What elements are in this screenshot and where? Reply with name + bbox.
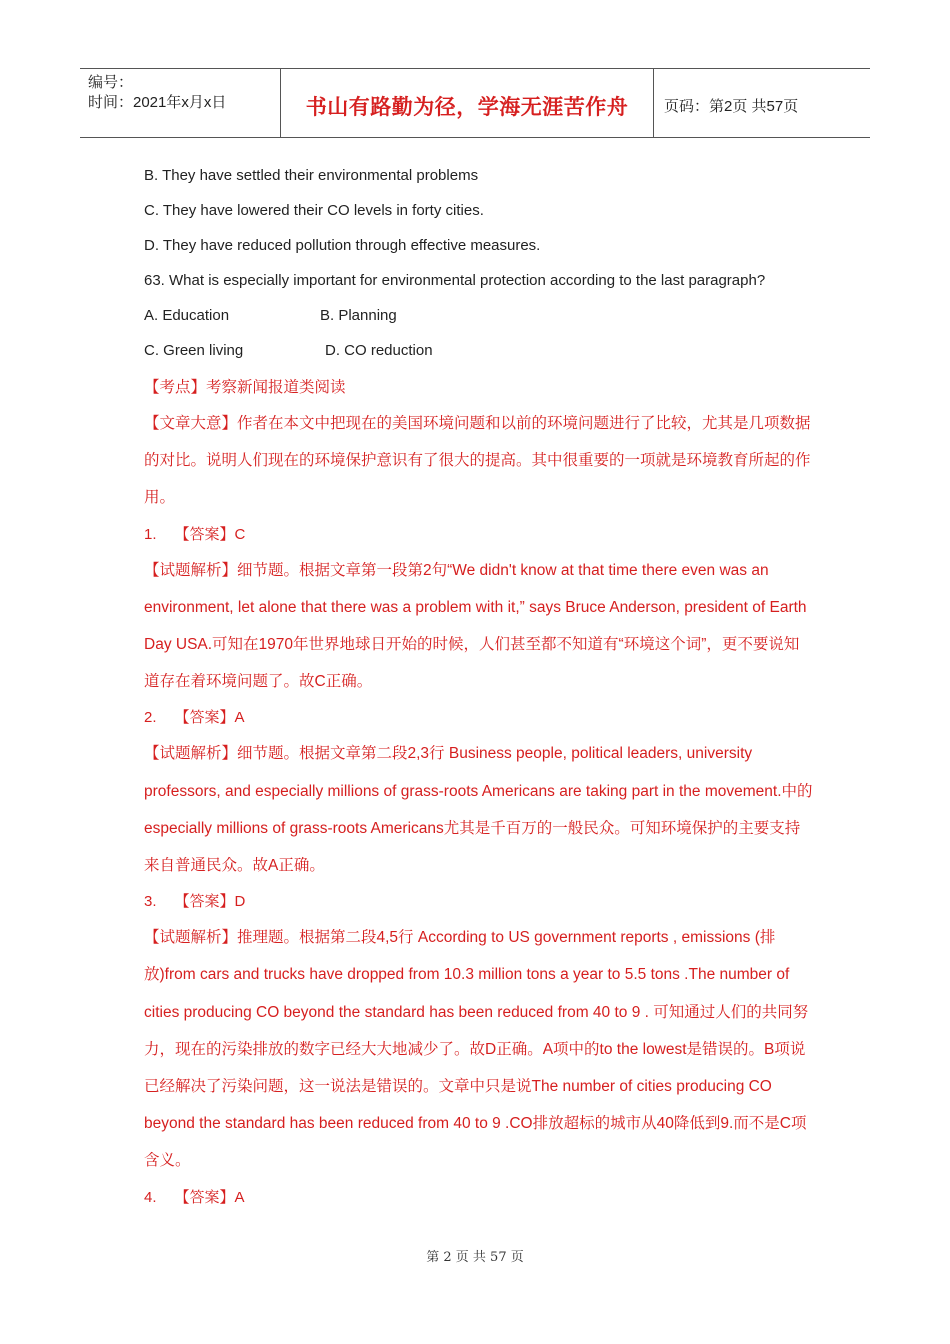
option-d: D. They have reduced pollution through effective measures. — [144, 237, 541, 254]
header-meta-cell — [80, 69, 281, 137]
answer-2-number: 2. — [144, 709, 157, 727]
answer-1-line — [144, 517, 814, 552]
choice-c: C. Green living — [144, 342, 244, 359]
document-number-label: 编号： — [88, 74, 134, 91]
choice-d: D. CO reduction — [325, 342, 433, 359]
answer-4-label: 【答案】A — [174, 1188, 245, 1206]
answer-3-number: 3. — [144, 893, 157, 911]
answer-3-explanation: 【试题解析】推理题。根据第二段4,5行 According to US government reports , emissions (排放)from cars and trucks have dropped from 10.3 million tons a year to 5.5 tons .The number of cities producing CO beyond the standard has been reduced from 40 to 9 . 可知通过人们的共同努力，现在的污染排放的数字已经大大地减少了。故D正确。A项中的to the lowest是错误的。B项说已经解决了污染问题，这一说法是错误的。文章中只是说The number of cities producing CO beyond the standard has been reduced from 40 to 9 .CO排放超标的城市从40降低到9.而不是C项含义。 — [144, 929, 809, 1170]
document-body — [144, 158, 814, 1215]
choice-b: B. Planning — [320, 307, 397, 324]
summary-text: 【文章大意】作者在本文中把现在的美国环境问题和以前的环境问题进行了比较，尤其是几项数据的对比。说明人们现在的环境保护意识有了很大的提高。其中很重要的一项就是环境教育所起的作用。 — [144, 415, 811, 507]
answer-3-label: 【答案】D — [174, 893, 246, 911]
answer-1-label: 【答案】C — [174, 525, 246, 543]
answer-4-line — [144, 1180, 814, 1215]
choice-row-1 — [144, 298, 814, 333]
answer-2-line — [144, 700, 814, 735]
document-date-label: 时间：2021年x月x日 — [88, 94, 227, 111]
choice-a: A. Education — [144, 307, 230, 324]
answer-3-line — [144, 884, 814, 919]
choice-row-2 — [144, 333, 814, 368]
option-b: B. They have settled their environmental problems — [144, 167, 479, 184]
header-page-cell — [654, 69, 870, 137]
analysis-section — [144, 370, 814, 1215]
question-63: 63. What is especially important for environmental protection according to the last paragraph? — [144, 272, 766, 289]
kaodian-text: 【考点】考察新闻报道类阅读 — [144, 379, 346, 396]
answer-2-label: 【答案】A — [174, 709, 245, 727]
header-page-label: 页码：第2页 共57页 — [664, 98, 799, 115]
page-footer: 第 2 页 共 57 页 — [426, 1250, 524, 1265]
header-motto-cell — [281, 69, 654, 137]
header-motto: 书山有路勤为径，学海无涯苦作舟 — [305, 94, 629, 119]
page-header — [80, 68, 870, 138]
answer-1-explanation: 【试题解析】细节题。根据文章第一段第2句“We didn't know at that time there even was an environment, let alone that there was a problem with it,” says Bruce Anderson, president of Earth Day USA.可知在1970年世界地球日开始的时候，人们甚至都不知道有“环境这个词”，更不要说知道存在着环境问题了。故C正确。 — [144, 561, 807, 691]
answer-1-number: 1. — [144, 525, 157, 543]
option-c: C. They have lowered their CO levels in forty cities. — [144, 202, 484, 219]
answer-4-number: 4. — [144, 1188, 157, 1206]
answer-2-explanation: 【试题解析】细节题。根据文章第二段2,3行 Business people, political leaders, university professors, and especially millions of grass-roots Americans are taking part in the movement.中的especially millions of grass-roots Americans尤其是千百万的一般民众。可知环境保护的主要支持来自普通民众。故A正确。 — [144, 745, 813, 875]
